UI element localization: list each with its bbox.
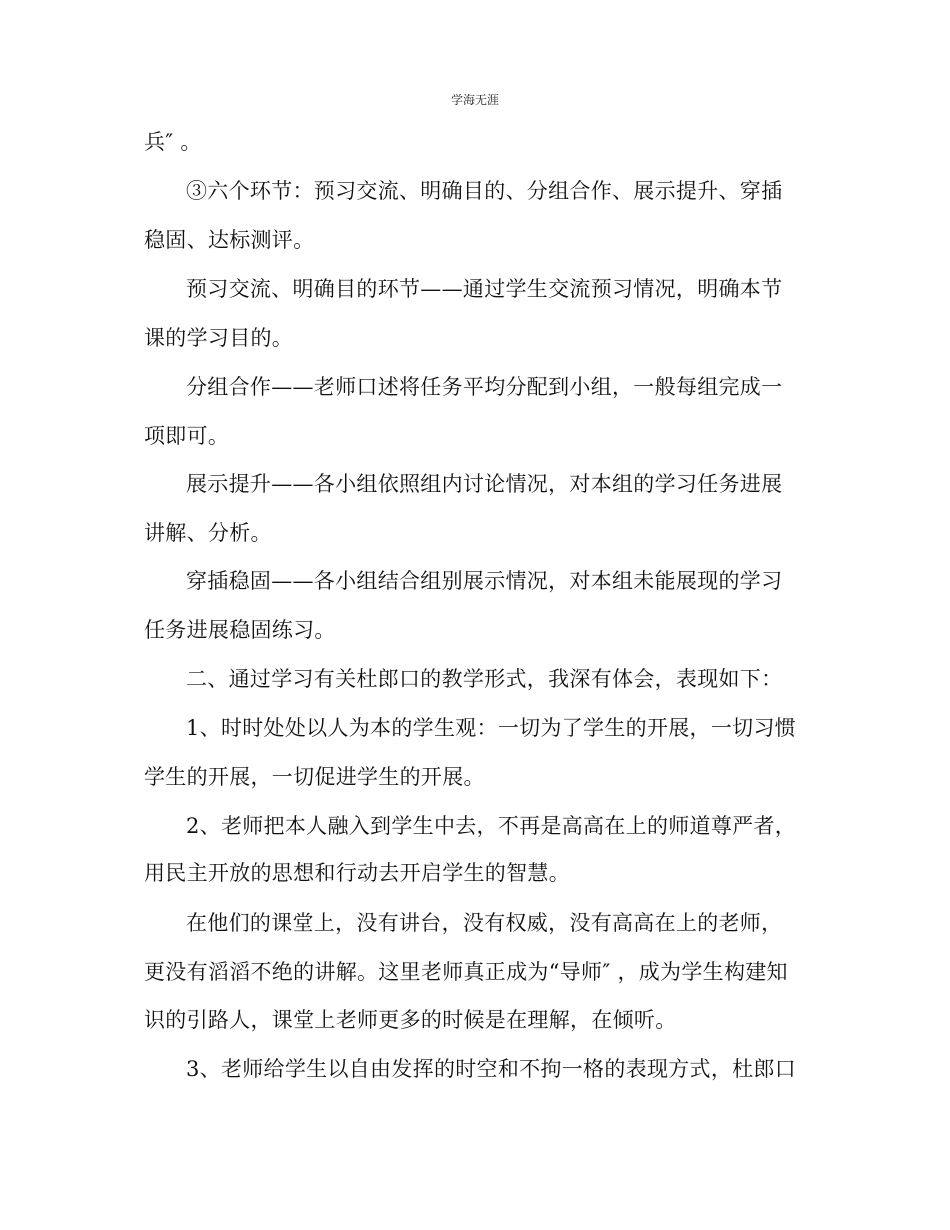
text-line: 任务进展稳固练习。	[144, 618, 336, 642]
text-line: 用民主开放的思想和行动去开启学生的智慧。	[144, 861, 570, 885]
text-line: 穿插稳固——各小组结合组别展示情况，对本组未能展现的学习	[186, 569, 783, 593]
text-line: 预习交流、明确目的环节——通过学生交流预习情况，明确本节	[186, 277, 783, 301]
text-line: ③六个环节：预习交流、明确目的、分组合作、展示提升、穿插	[186, 179, 783, 203]
text-line: 课的学习目的。	[144, 326, 294, 350]
text-line: 稳固、达标测评。	[144, 228, 315, 252]
text-line: 更没有滔滔不绝的讲解。这里老师真正成为“导师″ ，成为学生构建知	[144, 960, 788, 984]
text-line: 展示提升——各小组依照组内讨论情况，对本组的学习任务进展	[186, 472, 783, 496]
text-line: 项即可。	[144, 424, 230, 448]
text-line: 3、老师给学生以自由发挥的时空和不拘一格的表现方式，杜郎口	[186, 1057, 797, 1081]
text-line: 学生的开展，一切促进学生的开展。	[144, 765, 485, 789]
text-line: 1、时时处处以人为本的学生观：一切为了学生的开展，一切习惯	[186, 716, 797, 740]
text-line: 在他们的课堂上，没有讲台，没有权威，没有高高在上的老师，	[186, 911, 783, 935]
text-line: 兵″ 。	[144, 130, 202, 154]
text-line: 二、通过学习有关杜郎口的教学形式，我深有体会，表现如下：	[186, 667, 783, 691]
text-line: 识的引路人，课堂上老师更多的时候是在理解，在倾听。	[144, 1008, 677, 1032]
page-header: 学海无涯	[450, 93, 499, 107]
text-line: 2、老师把本人融入到学生中去，不再是高高在上的师道尊严者，	[186, 814, 797, 838]
text-line: 分组合作——老师口述将任务平均分配到小组，一般每组完成一	[186, 375, 783, 399]
text-line: 讲解、分析。	[144, 521, 272, 545]
